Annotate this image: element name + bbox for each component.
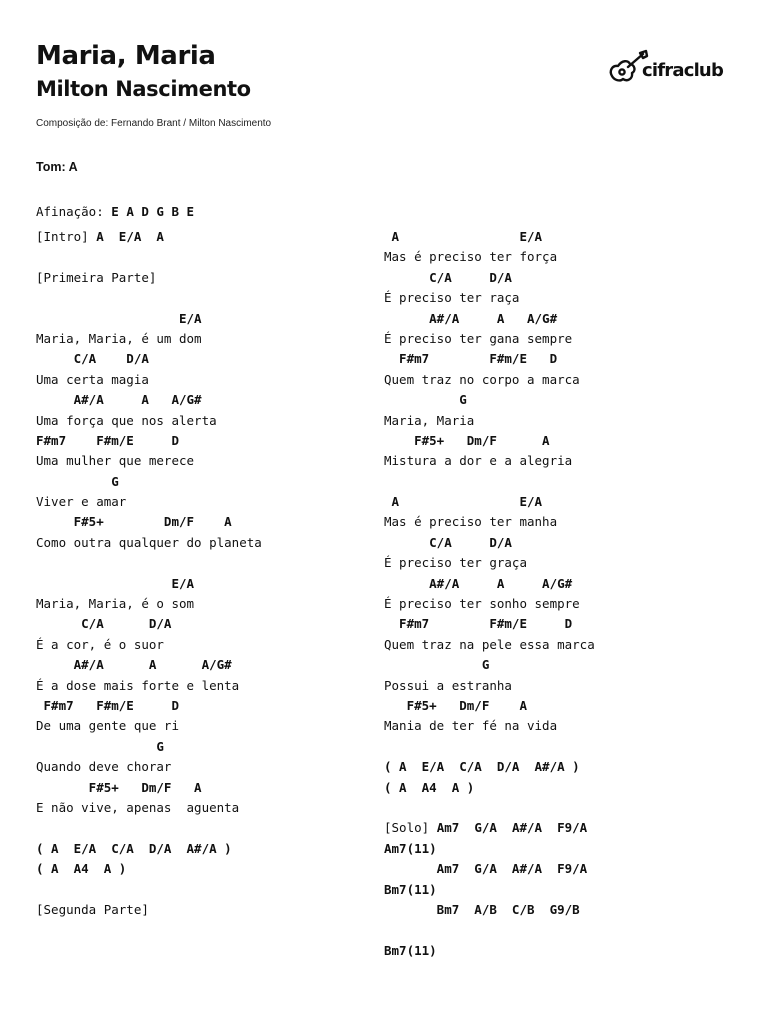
chord-line[interactable]: Bm7 A/B C/B G9/B xyxy=(384,901,580,917)
lyric-line: Uma certa magia xyxy=(36,371,149,387)
blank-line xyxy=(384,472,744,492)
chord-line[interactable]: C/A D/A xyxy=(384,269,512,285)
lyric-line: Uma mulher que merece xyxy=(36,453,195,469)
chord-line[interactable]: G xyxy=(384,657,490,673)
composer-credit: Composição de: Fernando Brant / Milton Nascimento xyxy=(36,118,272,129)
chord-line[interactable]: G xyxy=(36,738,164,754)
chord-line[interactable]: F#m7 F#m/E D xyxy=(36,697,179,713)
chord-line[interactable]: C/A D/A xyxy=(36,351,149,367)
blank-line xyxy=(36,818,356,838)
lyric-line: Maria, Maria, é o som xyxy=(36,596,195,612)
blank-line xyxy=(36,553,356,573)
chord-line[interactable]: Am7(11) xyxy=(384,840,437,856)
lyric-line: Maria, Maria, é um dom xyxy=(36,330,202,346)
section-chord-line xyxy=(384,818,744,838)
chord-line[interactable]: A E/A xyxy=(384,229,543,244)
lyric-line: E não vive, apenas aguenta xyxy=(36,799,240,815)
tuning-value: E A D G B E xyxy=(111,204,195,219)
blank-line xyxy=(36,880,356,900)
chord-line[interactable]: F#5+ Dm/F A xyxy=(384,697,527,713)
lyric-line: É preciso ter graça xyxy=(384,555,527,571)
chord-line[interactable]: A#/A A A/G# xyxy=(36,657,232,673)
section-chord-line xyxy=(36,227,356,247)
section-label: [Segunda Parte] xyxy=(36,901,149,917)
blank-line xyxy=(384,798,744,818)
chord-line[interactable]: F#5+ Dm/F A xyxy=(36,779,202,795)
logo-text: cifraclub xyxy=(642,60,724,81)
song-title: Maria, Maria xyxy=(36,41,216,71)
chord-line[interactable]: C/A D/A xyxy=(384,534,512,550)
lyric-line: Mas é preciso ter força xyxy=(384,249,558,265)
chord-line[interactable]: Bm7(11) xyxy=(384,881,437,897)
chord-text[interactable]: A E/A A xyxy=(96,229,164,244)
lyric-line: É a cor, é o suor xyxy=(36,636,164,652)
lyric-line: Mistura a dor e a alegria xyxy=(384,453,573,469)
lyric-line: Possui a estranha xyxy=(384,677,512,693)
lyric-line: Mas é preciso ter manha xyxy=(384,514,558,530)
chord-line[interactable]: Am7 G/A A#/A F9/A xyxy=(384,861,588,877)
lyric-line: É a dose mais forte e lenta xyxy=(36,677,240,693)
chord-line[interactable]: G xyxy=(36,473,119,489)
blank-line xyxy=(384,920,744,940)
lyric-line: Quem traz na pele essa marca xyxy=(384,636,595,652)
key-value[interactable]: A xyxy=(68,160,78,174)
lyric-line: É preciso ter gana sempre xyxy=(384,330,573,346)
lyric-line: Quem traz no corpo a marca xyxy=(384,371,580,387)
lyric-line: É preciso ter raça xyxy=(384,290,520,306)
lyric-line: Viver e amar xyxy=(36,494,127,510)
section-label: [Intro] xyxy=(36,229,97,244)
chord-line[interactable]: A#/A A A/G# xyxy=(384,575,573,591)
lyric-line: É preciso ter sonho sempre xyxy=(384,596,580,612)
lyric-line: Como outra qualquer do planeta xyxy=(36,534,262,550)
chord-text[interactable]: Am7 G/A A#/A F9/A xyxy=(436,820,588,836)
section-label: [Solo] xyxy=(384,820,437,836)
cifraclub-logo[interactable] xyxy=(606,46,724,94)
artist-name[interactable]: Milton Nascimento xyxy=(36,77,251,101)
tuning-label: Afinação: xyxy=(36,204,112,219)
chord-line[interactable]: F#m7 F#m/E D xyxy=(36,432,179,448)
chord-line[interactable]: F#m7 F#m/E D xyxy=(384,616,573,632)
chord-line[interactable]: ( A E/A C/A D/A A#/A ) xyxy=(36,840,232,856)
chord-line[interactable]: E/A xyxy=(36,310,202,326)
lyric-line: De uma gente que ri xyxy=(36,718,179,734)
chord-line[interactable]: F#m7 F#m/E D xyxy=(384,351,558,367)
lyric-line: Maria, Maria xyxy=(384,412,475,428)
chord-line[interactable]: ( A E/A C/A D/A A#/A ) xyxy=(384,759,580,775)
chord-line[interactable]: A#/A A A/G# xyxy=(384,310,558,326)
section-label: [Primeira Parte] xyxy=(36,269,157,285)
chord-line[interactable]: C/A D/A xyxy=(36,616,172,632)
chord-line[interactable]: ( A A4 A ) xyxy=(36,861,127,877)
lyric-line: Uma força que nos alerta xyxy=(36,412,217,428)
chord-line[interactable]: A#/A A A/G# xyxy=(36,392,202,408)
chord-line[interactable]: ( A A4 A ) xyxy=(384,779,475,795)
blank-line xyxy=(36,288,356,308)
key-line xyxy=(36,160,78,174)
chord-line[interactable]: Bm7(11) xyxy=(384,942,437,958)
blank-line xyxy=(384,737,744,757)
chord-line[interactable]: A E/A xyxy=(384,494,543,510)
chord-line[interactable]: E/A xyxy=(36,575,195,591)
lyric-line: Mania de ter fé na vida xyxy=(384,718,558,734)
chord-line[interactable]: F#5+ Dm/F A xyxy=(384,432,550,448)
lyric-line: Quando deve chorar xyxy=(36,759,172,775)
chord-sheet-right-column xyxy=(384,227,744,961)
chord-line[interactable]: G xyxy=(384,392,467,408)
chord-line[interactable]: F#5+ Dm/F A xyxy=(36,514,232,530)
chord-sheet-left-column xyxy=(36,227,356,920)
blank-line xyxy=(36,247,356,267)
tuning-line xyxy=(36,204,194,219)
key-label: Tom: xyxy=(36,160,69,174)
